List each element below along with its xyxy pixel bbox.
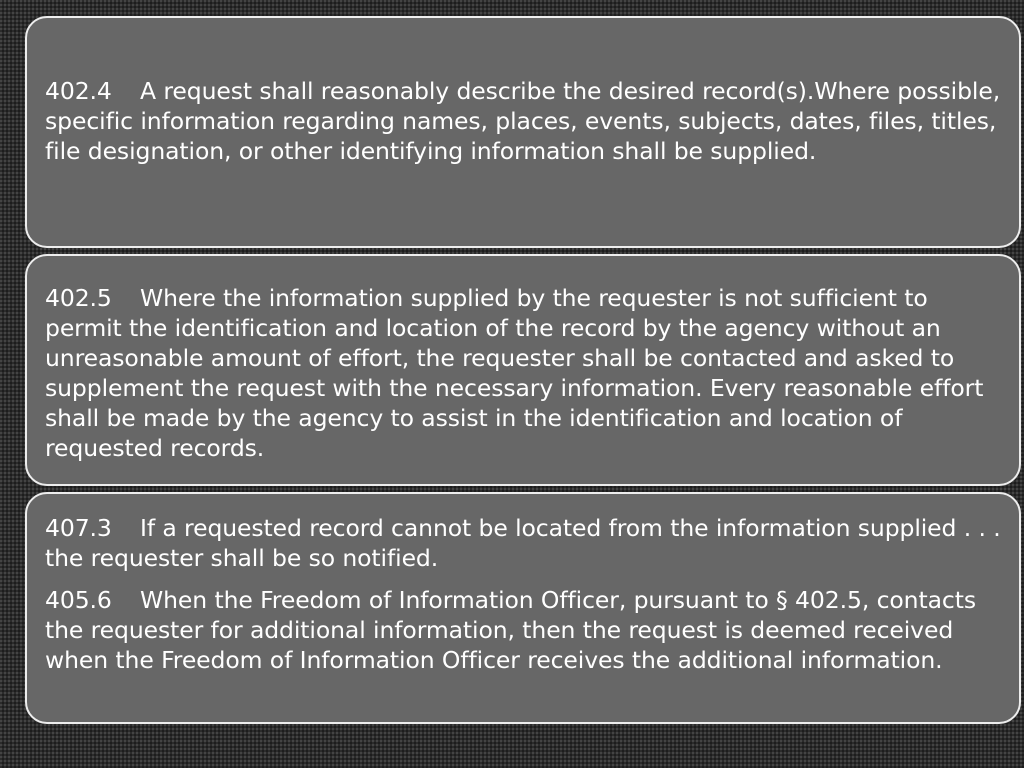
regulation-panel-407-3-and-405-6 [25,492,1021,724]
regulation-panel-402-5 [25,254,1021,486]
regulation-panel-402-4 [25,16,1021,248]
regulation-paragraph [45,283,1011,463]
regulation-paragraph [45,585,1011,675]
section-text: A request shall reasonably describe the desired record(s).Where possible, specific information regarding names, places, events, subjects, dates, files, titles, file designation, or other identifying information shall be supplied. [45,77,1001,165]
section-number: 402.5 [45,284,112,312]
section-text: If a requested record cannot be located from the information supplied . . . the requester shall be so notified. [45,514,1001,572]
regulation-paragraph [45,513,1011,573]
section-number: 405.6 [45,586,112,614]
regulation-paragraph [45,76,1011,166]
section-text: Where the information supplied by the requester is not sufficient to permit the identification and location of the record by the agency without an unreasonable amount of effort, the requester shall be contacted and asked to supplement the request with the necessary information. Every reasonable effort shall be made by the agency to assist in the identification and location of requested records. [45,284,984,462]
section-text: When the Freedom of Information Officer, pursuant to § 402.5, contacts the requester for additional information, then the request is deemed received when the Freedom of Information Officer receives the additional information. [45,586,976,674]
section-number: 407.3 [45,514,112,542]
section-number: 402.4 [45,77,112,105]
